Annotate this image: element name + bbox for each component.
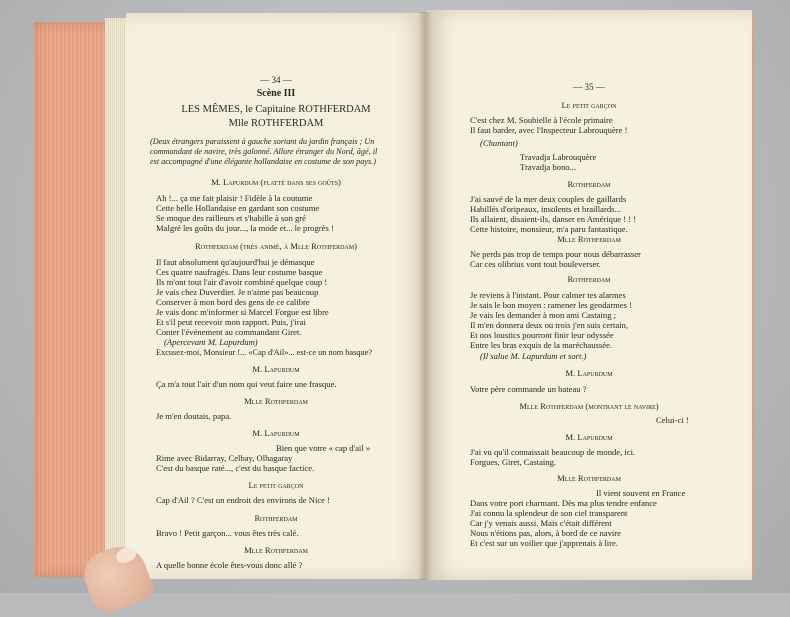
verse-line: Malgré les goûts du jour..., la mode et... le progrès ! (156, 223, 334, 233)
verse-line: Il m'en donnera deux ou trois j'en suis certain, (470, 320, 628, 330)
speaker: Mlle Rothferdam (244, 396, 308, 406)
verse-line: Bien que votre « cap d'ail » (276, 443, 371, 453)
speaker: Mlle Rothferdam (557, 473, 621, 483)
verse-line: Je m'en doutais, papa. (156, 411, 232, 421)
cast-line: LES MÊMES, le Capitaine ROTHFERDAM (181, 104, 371, 115)
speaker: Mlle Rothferdam (557, 234, 621, 244)
verse-line: A quelle bonne école êtes-vous donc allé ? (156, 560, 303, 570)
verse-line: J'ai sauvé de la mer deux couples de gaillards (470, 194, 627, 204)
verse-line: Rime avec Bidarray, Celbay, Olhagaray (156, 453, 293, 463)
page-number: — 34 — (260, 75, 292, 85)
verse-line: Ça m'a tout l'air d'un nom qui veut faire une frasque. (156, 379, 337, 389)
speaker: M. Lapurdum (252, 364, 300, 374)
verse-line: Entre les bras exquis de la maréchaussée. (470, 340, 612, 350)
verse-line: Cette histoire, monsieur, m'a paru fantastique. (470, 224, 628, 234)
stage-direction: commandant de navire, très galonné. Allure étranger du Nord, âgé, il (150, 147, 378, 156)
verse-line: Et nos loustics pourront finir leur odyssée (470, 330, 614, 340)
verse-line: Excusez-moi, Monsieur !... «Cap d'Ail»... est-ce un nom basque? (156, 348, 373, 357)
verse-line: Et s'il peut recevoir mon rapport. Puis, j'irai (156, 317, 306, 327)
stage-direction: (Il salue M. Lapurdum et sort.) (480, 351, 587, 361)
stage-direction: (Apercevant M. Lapurdum) (164, 337, 258, 347)
verse-line: C'est du basque raté..., c'est du basque factice. (156, 463, 315, 473)
verse-line: Cap d'Ail ? C'est un endroit des environs de Nice ! (156, 495, 330, 505)
verse-line: Car ces olibrius vont tout bouleverser. (470, 259, 601, 269)
verse-line: Je sais le bon moyen : ramener les gendarmes ! (470, 300, 633, 310)
verse-line: Forgues, Giret, Castaing. (470, 457, 557, 467)
verse-line: Je reviens à l'instant. Pour calmer tes alarmes (470, 290, 626, 300)
speaker: Le petit garçon (561, 100, 617, 110)
speaker: M. Lapurdum (flatté dans ses goûts) (211, 177, 341, 187)
verse-line: Celui-ci ! (656, 415, 689, 425)
verse-line: Habillés d'oripeaux, insolents et braillards... (470, 204, 621, 214)
verse-line: Conserver à mon bord des gens de ce calibre (156, 297, 310, 307)
verse-line: Se moque des railleurs et s'habille à son gré (156, 213, 306, 223)
scene-heading: Scène III (256, 88, 296, 99)
verse-line: Ils m'ont tout l'air d'avoir combiné quelque coup ! (156, 277, 328, 287)
verse-line: Ces quatre naufragés. Dans leur costume basque (156, 267, 323, 277)
verse-line: Il vient souvent en France (596, 488, 686, 498)
speaker: Le petit garçon (248, 480, 304, 490)
speaker: Mlle Rothferdam (244, 545, 308, 555)
left-page (126, 13, 426, 579)
verse-line: Cette belle Hollandaise en gardant son costume (156, 203, 320, 213)
verse-line: Bravo ! Petit garçon... vous êtes très calé. (156, 528, 299, 538)
speaker: Rothferdam (254, 513, 298, 523)
verse-line: Il faut absolument qu'aujourd'hui je démasque (156, 257, 315, 267)
right-page (426, 10, 752, 580)
verse-line: Je vais donc m'informer si Marcel Forgue est libre (156, 307, 329, 317)
stage-direction: (Deux étrangers paraissent à gauche sortant du jardin français ; Un (150, 137, 375, 146)
book-gutter (418, 12, 432, 580)
song-line: Travadja Labrouquère (520, 152, 597, 162)
verse-line: Et c'est sur un voilier que j'apprenais à lire. (470, 538, 618, 548)
verse-line: Je vais les demander à mon ami Castaing ; (470, 310, 617, 320)
speaker: Rothferdam (très animé, à Mlle Rothferdam) (194, 241, 358, 251)
speaker: M. Lapurdum (565, 368, 613, 378)
verse-line: C'est chez M. Soubielle à l'école primaire (470, 115, 613, 125)
page-number: — 35 — (573, 82, 605, 92)
verse-line: Dans votre port charmant. Dès ma plus tendre enfance (470, 498, 657, 508)
speaker: Rothferdam (567, 179, 611, 189)
verse-line: J'ai vu qu'il connaissait beaucoup de monde, ici. (470, 447, 636, 457)
verse-line: Car j'y venais aussi. Mais c'était différent (470, 518, 612, 528)
verse-line: Votre père commande un bateau ? (470, 384, 587, 394)
stage-direction: est accompagné d'une élégante hollandaise en costume de son pays.) (150, 157, 376, 166)
verse-line: Conter l'événement au commandant Giret. (156, 327, 302, 337)
song-line: Travadja bono... (520, 162, 577, 172)
verse-line: Ah !... ça me fait plaisir ! Fidèle à la coutume (156, 193, 313, 203)
speaker: Mlle Rothferdam (montrant le navire) (519, 401, 659, 411)
verse-line: J'ai connu la splendeur de son ciel transparent (470, 508, 628, 518)
speaker: M. Lapurdum (252, 428, 300, 438)
verse-line: Je vais chez Duverdier. Je n'aime pas beaucoup (156, 287, 319, 297)
verse-line: Ils allaient, disaient-ils, danser en Amérique ! ! ! (470, 214, 637, 224)
speaker: Rothferdam (567, 274, 611, 284)
verse-line: Ne perds pas trop de temps pour nous débarrasser (470, 249, 641, 259)
verse-line: Nous n'étions pas, alors, à bord de ce navire (470, 528, 621, 538)
stage-direction: (Chantant) (480, 138, 518, 148)
cast-line: Mlle ROTHFERDAM (228, 118, 324, 129)
verse-line: Il faut barder, avec l'Inspecteur Labrouquère ! (470, 125, 628, 135)
speaker: M. Lapurdum (565, 432, 613, 442)
